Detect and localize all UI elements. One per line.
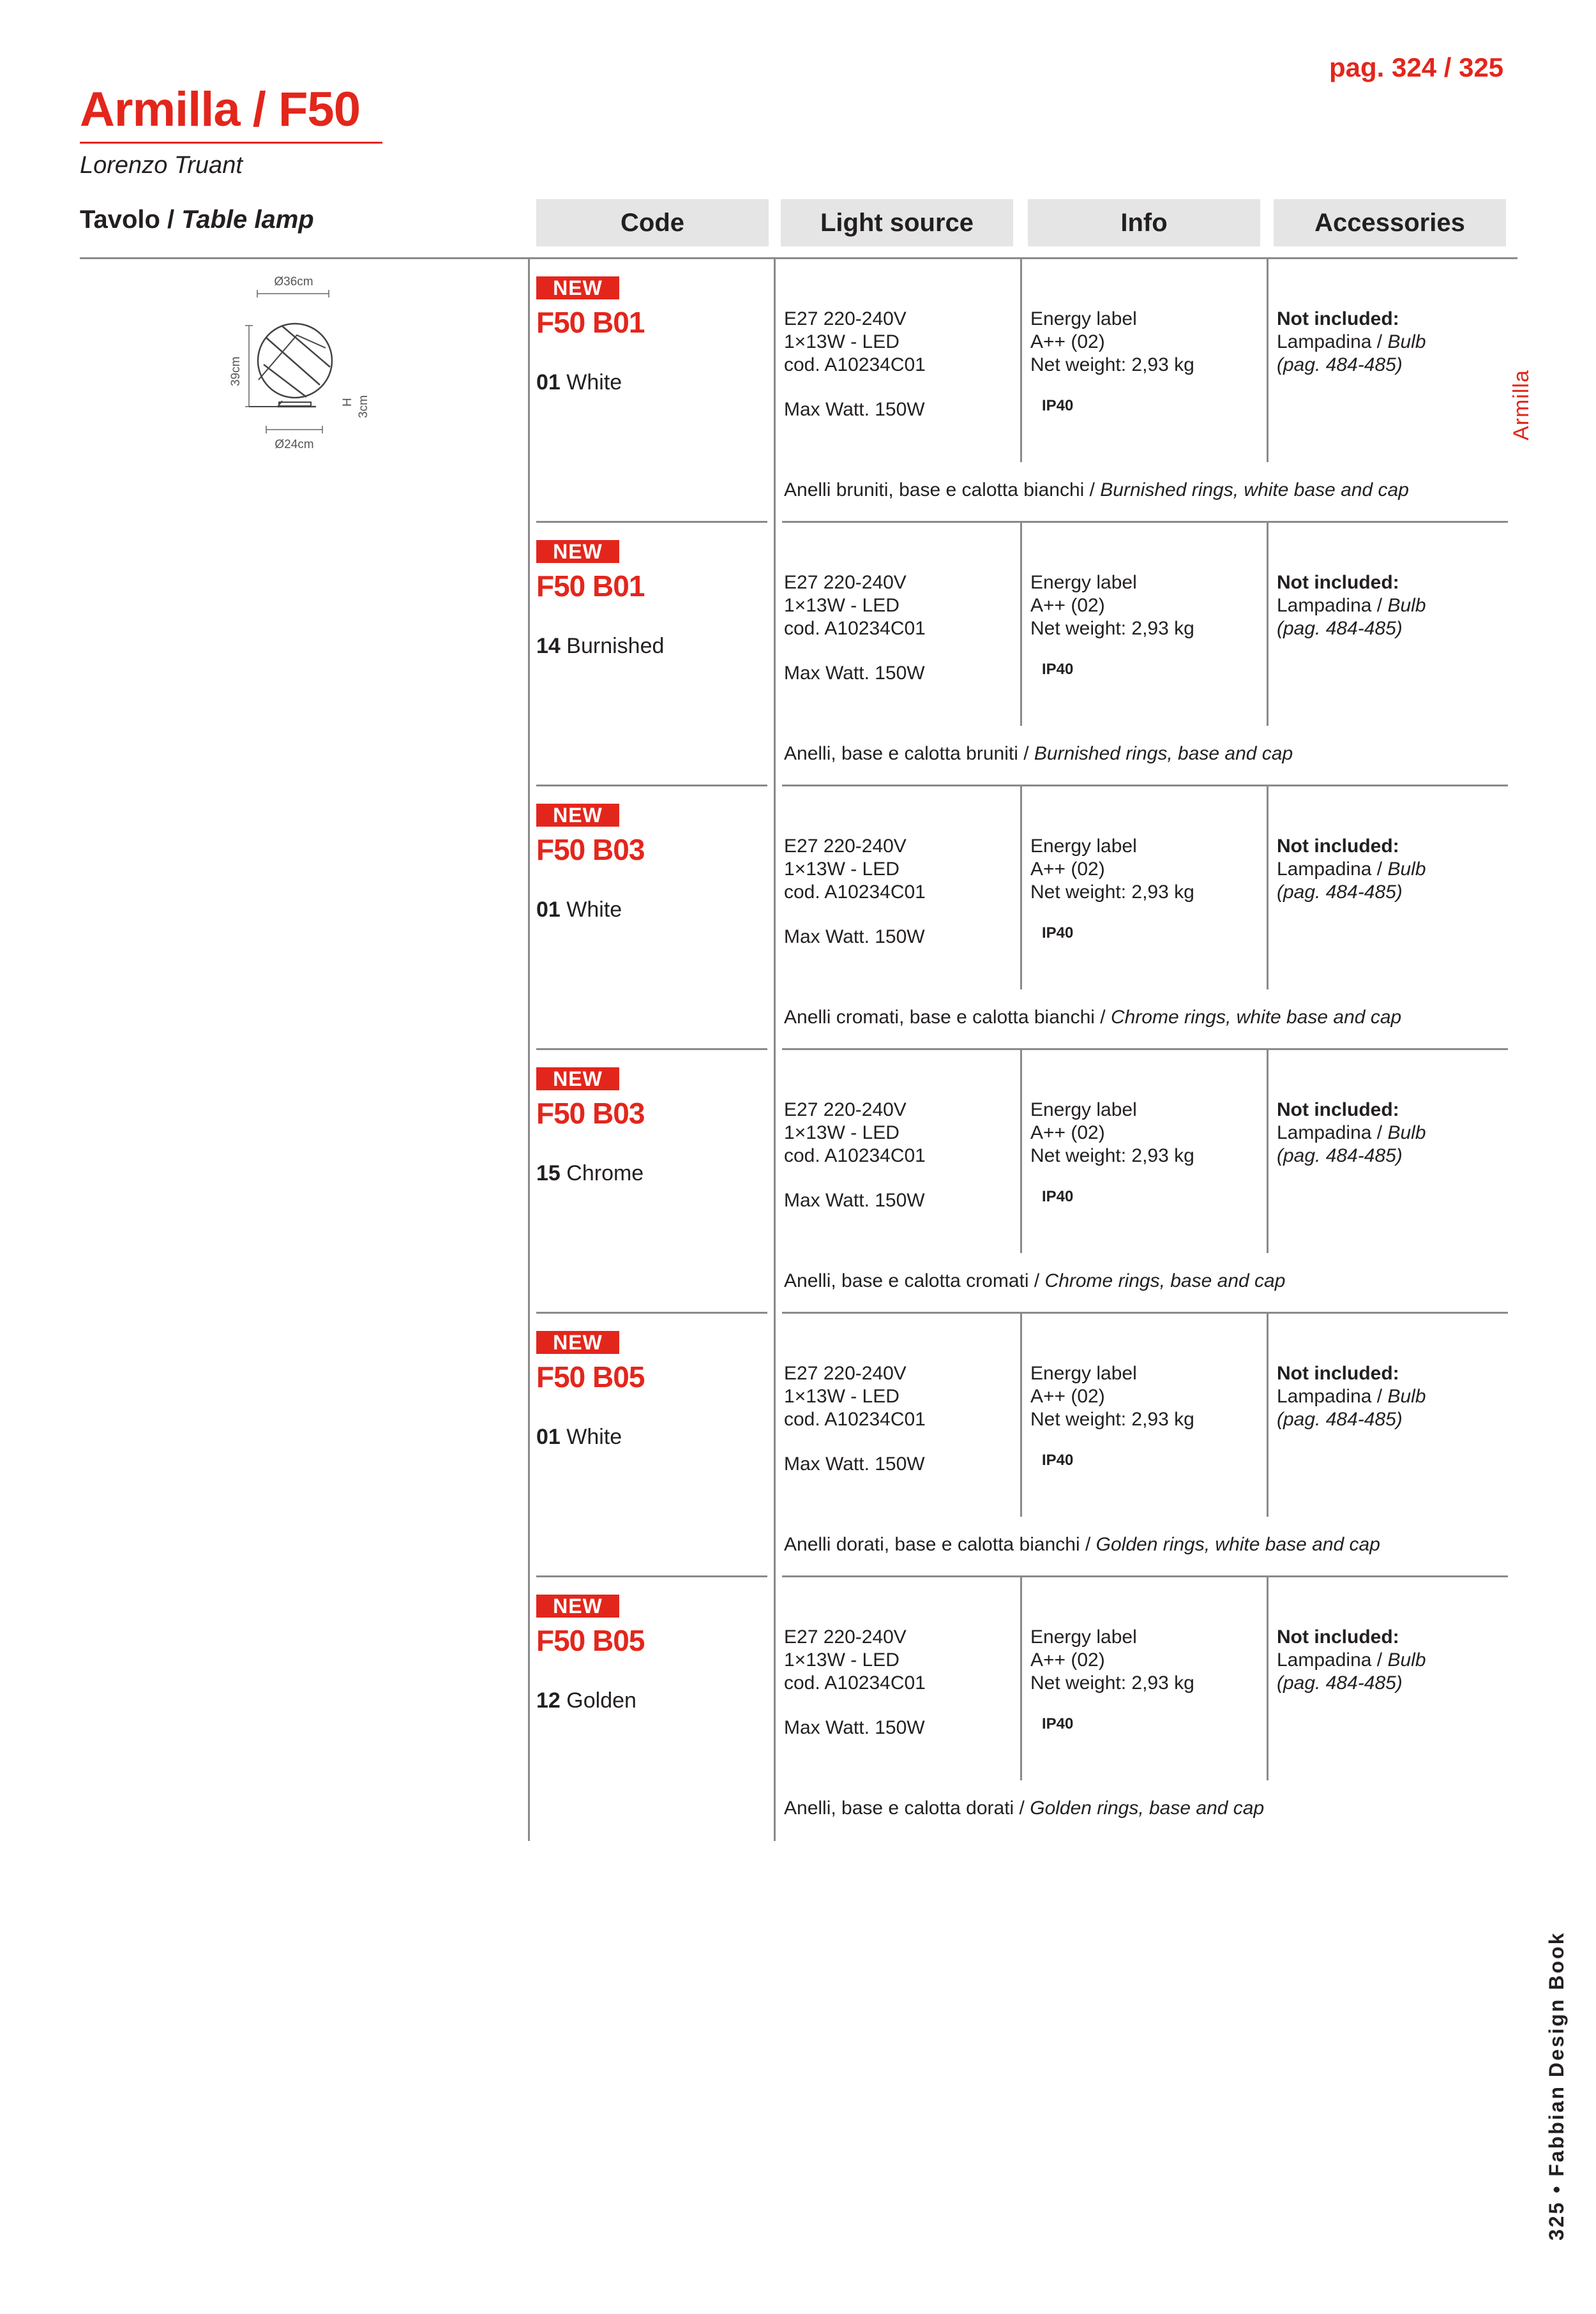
finish-description xyxy=(784,1007,1401,1028)
description-it: Anelli, base e calotta cromati / xyxy=(784,1270,1045,1291)
divider-code xyxy=(528,786,530,1050)
light-socket: E27 220-240V xyxy=(784,1363,907,1384)
description-en: Golden rings, white base and cap xyxy=(1095,1534,1380,1555)
divider-accessories xyxy=(1267,1577,1269,1780)
divider-code xyxy=(528,1050,530,1314)
accessory-lamp-it: Lampadina / xyxy=(1277,1122,1388,1143)
energy-class: A++ (02) xyxy=(1030,1386,1105,1407)
divider-info xyxy=(1020,1314,1022,1517)
energy-label: Energy label xyxy=(1030,1099,1137,1120)
energy-class: A++ (02) xyxy=(1030,1649,1105,1671)
product-code: F50 B01 xyxy=(536,569,645,603)
accessory-page-ref: (pag. 484-485) xyxy=(1277,354,1403,375)
ip-rating: IP40 xyxy=(1042,924,1074,942)
new-badge: NEW xyxy=(536,276,619,299)
light-socket: E27 220-240V xyxy=(784,1099,907,1120)
accessories-not-included: Not included: xyxy=(1277,836,1399,857)
accessory-lamp-it: Lampadina / xyxy=(1277,859,1388,880)
finish-name: Burnished xyxy=(566,634,665,658)
accessories-not-included: Not included: xyxy=(1277,1363,1399,1384)
accessories-cell xyxy=(1277,571,1426,640)
light-source-cell xyxy=(784,835,926,949)
light-max-watt: Max Watt. 150W xyxy=(784,663,925,684)
row-rule-code xyxy=(536,785,767,786)
finish-description xyxy=(784,479,1409,501)
description-en: Burnished rings, white base and cap xyxy=(1100,479,1409,500)
energy-label: Energy label xyxy=(1030,308,1137,329)
finish xyxy=(536,898,622,922)
row-rule-detail xyxy=(782,1312,1508,1314)
accessories-cell xyxy=(1277,308,1426,377)
net-weight: Net weight: 2,93 kg xyxy=(1030,1145,1194,1166)
lamp-globe xyxy=(258,324,332,398)
column-header-light-source: Light source xyxy=(781,199,1013,246)
product-code: F50 B05 xyxy=(536,1360,645,1394)
light-power: 1×13W - LED xyxy=(784,1386,900,1407)
light-power: 1×13W - LED xyxy=(784,859,900,880)
accessory-bulb-en: Bulb xyxy=(1387,595,1426,616)
finish xyxy=(536,634,664,659)
divider-info xyxy=(1020,523,1022,726)
row-rule-detail xyxy=(782,1048,1508,1050)
accessory-page-ref: (pag. 484-485) xyxy=(1277,1672,1403,1694)
finish-name: Golden xyxy=(566,1688,636,1713)
accessory-page-ref: (pag. 484-485) xyxy=(1277,1145,1403,1166)
row-rule-code xyxy=(536,1048,767,1050)
divider-code xyxy=(528,259,530,523)
description-it: Anelli bruniti, base e calotta bianchi / xyxy=(784,479,1101,500)
net-weight: Net weight: 2,93 kg xyxy=(1030,1409,1194,1430)
finish-description xyxy=(784,1798,1264,1819)
divider-light xyxy=(774,523,776,786)
net-weight: Net weight: 2,93 kg xyxy=(1030,1672,1194,1694)
light-source-cell xyxy=(784,1099,926,1212)
description-en: Burnished rings, base and cap xyxy=(1034,743,1293,764)
divider-code xyxy=(528,1314,530,1577)
row-rule-code xyxy=(536,1312,767,1314)
page-title: Armilla / F50 xyxy=(80,82,360,137)
row-rule-detail xyxy=(782,785,1508,786)
light-bulb-code: cod. A10234C01 xyxy=(784,618,926,639)
category-sep: / xyxy=(160,206,182,234)
info-cell xyxy=(1030,1099,1194,1168)
light-power: 1×13W - LED xyxy=(784,1649,900,1671)
ip-rating: IP40 xyxy=(1042,1715,1074,1732)
finish xyxy=(536,1688,636,1713)
new-badge: NEW xyxy=(536,1331,619,1354)
light-source-cell xyxy=(784,1626,926,1739)
accessory-bulb-en: Bulb xyxy=(1387,859,1426,880)
finish-name: White xyxy=(566,1425,622,1449)
finish-description xyxy=(784,1270,1285,1292)
accessory-lamp-it: Lampadina / xyxy=(1277,331,1388,352)
finish-number: 01 xyxy=(536,898,561,922)
side-section-label: Armilla xyxy=(1509,370,1533,440)
light-source-cell xyxy=(784,571,926,685)
info-cell xyxy=(1030,308,1194,377)
light-socket: E27 220-240V xyxy=(784,836,907,857)
energy-class: A++ (02) xyxy=(1030,595,1105,616)
accessory-bulb-en: Bulb xyxy=(1387,1122,1426,1143)
light-max-watt: Max Watt. 150W xyxy=(784,926,925,947)
finish-number: 01 xyxy=(536,1425,561,1449)
accessory-lamp-it: Lampadina / xyxy=(1277,595,1388,616)
finish-number: 14 xyxy=(536,634,561,658)
light-max-watt: Max Watt. 150W xyxy=(784,1454,925,1475)
accessory-page-ref: (pag. 484-485) xyxy=(1277,1409,1403,1430)
divider-light xyxy=(774,259,776,523)
info-cell xyxy=(1030,1362,1194,1431)
light-max-watt: Max Watt. 150W xyxy=(784,399,925,420)
lamp-dimension-drawing xyxy=(220,271,386,463)
finish-name: White xyxy=(566,898,622,922)
accessories-cell xyxy=(1277,835,1426,904)
light-power: 1×13W - LED xyxy=(784,331,900,352)
accessories-not-included: Not included: xyxy=(1277,1099,1399,1120)
new-badge: NEW xyxy=(536,804,619,827)
new-badge: NEW xyxy=(536,540,619,563)
accessories-not-included: Not included: xyxy=(1277,308,1399,329)
light-socket: E27 220-240V xyxy=(784,572,907,593)
finish-number: 12 xyxy=(536,1688,561,1713)
divider-light xyxy=(774,1050,776,1314)
net-weight: Net weight: 2,93 kg xyxy=(1030,882,1194,903)
lamp-base xyxy=(279,402,311,406)
accessory-page-ref: (pag. 484-485) xyxy=(1277,618,1403,639)
dim-base-height-label: H xyxy=(341,398,354,407)
dim-width-top: Ø36cm xyxy=(274,275,313,289)
category-en: Table lamp xyxy=(181,206,314,234)
product-code: F50 B01 xyxy=(536,306,645,339)
divider-accessories xyxy=(1267,786,1269,989)
divider-accessories xyxy=(1267,1314,1269,1517)
ip-rating: IP40 xyxy=(1042,661,1074,678)
divider-light xyxy=(774,1577,776,1841)
accessory-bulb-en: Bulb xyxy=(1387,1386,1426,1407)
finish-description xyxy=(784,1534,1380,1556)
designer-name: Lorenzo Truant xyxy=(80,152,243,179)
finish-number: 15 xyxy=(536,1161,561,1185)
finish xyxy=(536,1425,622,1450)
energy-class: A++ (02) xyxy=(1030,1122,1105,1143)
description-en: Chrome rings, white base and cap xyxy=(1110,1007,1402,1028)
dim-base-height-value: 3cm xyxy=(357,395,370,418)
dim-height: 39cm xyxy=(229,356,243,386)
light-power: 1×13W - LED xyxy=(784,1122,900,1143)
page-reference: pag. 324 / 325 xyxy=(1329,52,1504,82)
description-en: Golden rings, base and cap xyxy=(1030,1798,1265,1819)
accessory-bulb-en: Bulb xyxy=(1387,1649,1426,1671)
column-header-info: Info xyxy=(1028,199,1260,246)
accessories-cell xyxy=(1277,1626,1426,1695)
divider-accessories xyxy=(1267,259,1269,462)
divider-code xyxy=(528,1577,530,1841)
category-it: Tavolo xyxy=(80,206,160,234)
description-it: Anelli, base e calotta bruniti / xyxy=(784,743,1034,764)
ip-rating: IP40 xyxy=(1042,1452,1074,1469)
energy-label: Energy label xyxy=(1030,1363,1137,1384)
light-bulb-code: cod. A10234C01 xyxy=(784,1145,926,1166)
light-bulb-code: cod. A10234C01 xyxy=(784,882,926,903)
product-code: F50 B03 xyxy=(536,833,645,866)
ip-rating: IP40 xyxy=(1042,1188,1074,1205)
light-bulb-code: cod. A10234C01 xyxy=(784,1409,926,1430)
description-it: Anelli dorati, base e calotta bianchi / xyxy=(784,1534,1096,1555)
light-max-watt: Max Watt. 150W xyxy=(784,1190,925,1211)
energy-label: Energy label xyxy=(1030,836,1137,857)
divider-light xyxy=(774,1314,776,1577)
light-bulb-code: cod. A10234C01 xyxy=(784,1672,926,1694)
accessories-not-included: Not included: xyxy=(1277,572,1399,593)
finish xyxy=(536,370,622,395)
info-cell xyxy=(1030,1626,1194,1695)
energy-class: A++ (02) xyxy=(1030,331,1105,352)
divider-info xyxy=(1020,1577,1022,1780)
divider-accessories xyxy=(1267,1050,1269,1253)
energy-label: Energy label xyxy=(1030,1627,1137,1648)
accessory-page-ref: (pag. 484-485) xyxy=(1277,882,1403,903)
light-bulb-code: cod. A10234C01 xyxy=(784,354,926,375)
description-en: Chrome rings, base and cap xyxy=(1044,1270,1286,1291)
net-weight: Net weight: 2,93 kg xyxy=(1030,618,1194,639)
divider-light xyxy=(774,786,776,1050)
light-source-cell xyxy=(784,1362,926,1476)
product-code: F50 B05 xyxy=(536,1624,645,1657)
category-label xyxy=(80,206,314,234)
row-rule-detail xyxy=(782,1575,1508,1577)
accessories-cell xyxy=(1277,1362,1426,1431)
description-it: Anelli cromati, base e calotta bianchi / xyxy=(784,1007,1111,1028)
divider-accessories xyxy=(1267,523,1269,726)
column-header-accessories: Accessories xyxy=(1274,199,1506,246)
light-socket: E27 220-240V xyxy=(784,1627,907,1648)
title-underline xyxy=(80,142,382,144)
light-socket: E27 220-240V xyxy=(784,308,907,329)
ip-rating: IP40 xyxy=(1042,397,1074,414)
divider-info xyxy=(1020,786,1022,989)
energy-label: Energy label xyxy=(1030,572,1137,593)
description-it: Anelli, base e calotta dorati / xyxy=(784,1798,1030,1819)
net-weight: Net weight: 2,93 kg xyxy=(1030,354,1194,375)
new-badge: NEW xyxy=(536,1595,619,1618)
finish-description xyxy=(784,743,1293,765)
dim-width-base: Ø24cm xyxy=(275,438,314,451)
finish-number: 01 xyxy=(536,370,561,394)
finish-name: White xyxy=(566,370,622,394)
finish-name: Chrome xyxy=(566,1161,644,1185)
info-cell xyxy=(1030,835,1194,904)
light-source-cell xyxy=(784,308,926,421)
accessories-cell xyxy=(1277,1099,1426,1168)
header-rule xyxy=(80,257,1517,259)
accessory-lamp-it: Lampadina / xyxy=(1277,1649,1388,1671)
divider-info xyxy=(1020,1050,1022,1253)
divider-code xyxy=(528,523,530,786)
info-cell xyxy=(1030,571,1194,640)
finish xyxy=(536,1161,644,1186)
product-code: F50 B03 xyxy=(536,1097,645,1130)
accessories-not-included: Not included: xyxy=(1277,1627,1399,1648)
accessory-lamp-it: Lampadina / xyxy=(1277,1386,1388,1407)
light-max-watt: Max Watt. 150W xyxy=(784,1717,925,1738)
accessory-bulb-en: Bulb xyxy=(1387,331,1426,352)
divider-info xyxy=(1020,259,1022,462)
new-badge: NEW xyxy=(536,1067,619,1090)
row-rule-code xyxy=(536,1575,767,1577)
page-footer: 325 • Fabbian Design Book xyxy=(1545,1931,1568,2241)
column-header-code: Code xyxy=(536,199,769,246)
row-rule-code xyxy=(536,521,767,523)
row-rule-detail xyxy=(782,521,1508,523)
energy-class: A++ (02) xyxy=(1030,859,1105,880)
light-power: 1×13W - LED xyxy=(784,595,900,616)
